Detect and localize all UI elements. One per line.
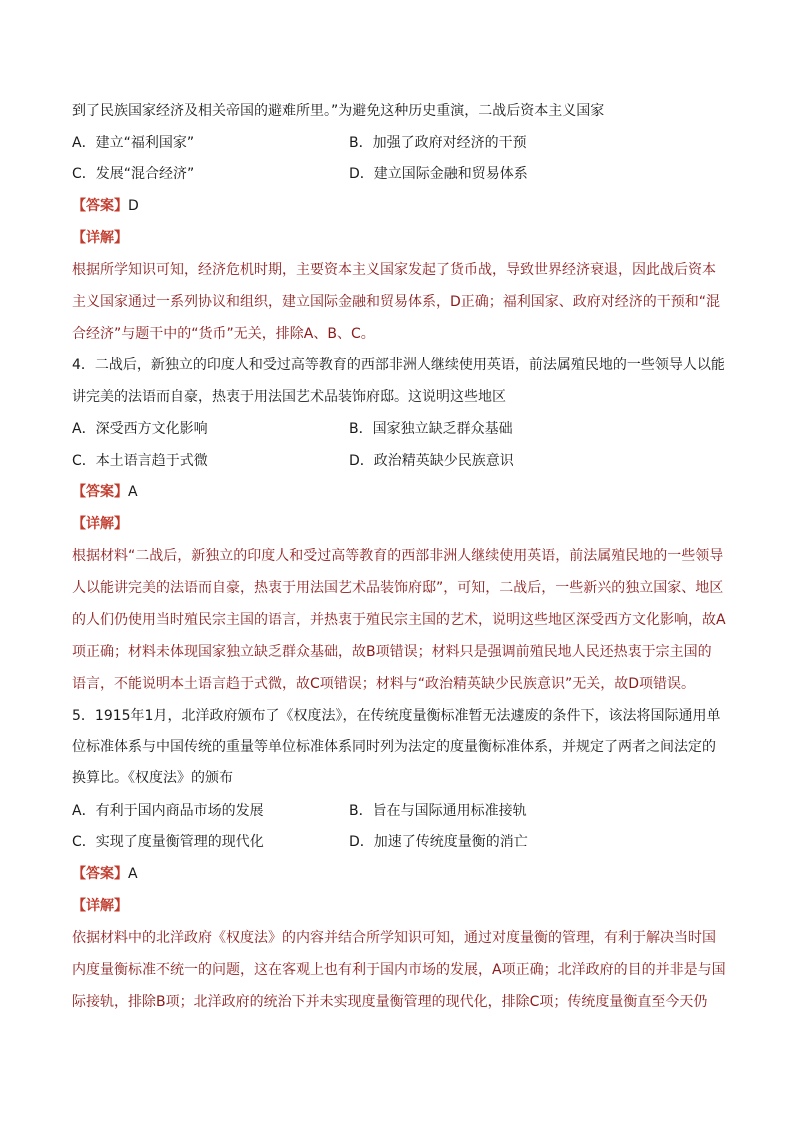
q3-option-d: D．建立国际金融和贸易体系 — [349, 166, 528, 182]
answer-value: D — [128, 198, 139, 214]
q4-detail-line: 语言，不能说明本土语言趋于式微，故C项错误；材料与“政治精英缺少民族意识”无关，故D项错误。 — [72, 676, 696, 692]
answer-label: 【答案】 — [72, 484, 128, 500]
q3-detail-label: 【详解】 — [72, 230, 128, 246]
q5-option-d: D．加速了传统度量衡的消亡 — [349, 834, 528, 850]
q4-detail-line: 的人们仍使用当时殖民宗主国的语言，并热衷于殖民宗主国的艺术，说明这些地区深受西方文化影响，故A — [72, 612, 726, 628]
q3-option-a: A．建立“福利国家” — [72, 135, 195, 151]
q3-detail-line: 合经济”与题干中的“货币”无关，排除A、B、C。 — [72, 326, 375, 342]
q4-stem-line: 4．二战后，新独立的印度人和受过高等教育的西部非洲人继续使用英语，前法属殖民地的一些领导人以能 — [72, 357, 725, 373]
q4-option-a: A．深受西方文化影响 — [72, 421, 208, 437]
answer-label: 【答案】 — [72, 198, 128, 214]
q4-option-c: C．本土语言趋于式微 — [72, 453, 208, 469]
q5-detail-line: 内度量衡标准不统一的问题，这在客观上也有利于国内市场的发展，A项正确；北洋政府的目的并非是与国 — [72, 962, 726, 978]
q3-detail-line: 主义国家通过一系列协议和组织，建立国际金融和贸易体系，D正确；福利国家、政府对经济的干预和“混 — [72, 294, 721, 310]
q3-option-b: B．加强了政府对经济的干预 — [349, 135, 527, 151]
q4-detail-line: 根据材料“二战后，新独立的印度人和受过高等教育的西部非洲人继续使用英语，前法属殖民地的一些领导 — [72, 548, 724, 564]
q4-answer — [72, 482, 138, 502]
q5-detail-label: 【详解】 — [72, 898, 128, 914]
q5-answer — [72, 864, 138, 884]
answer-label: 【答案】 — [72, 866, 128, 882]
answer-value: A — [128, 866, 138, 882]
q5-detail-line: 依据材料中的北洋政府《权度法》的内容并结合所学知识可知，通过对度量衡的管理，有利于解决当时国 — [72, 930, 716, 946]
q5-option-b: B．旨在与国际通用标准接轨 — [349, 803, 527, 819]
q5-stem-line: 5．1915年1月，北洋政府颁布了《权度法》，在传统度量衡标准暂无法遽废的条件下，该法将国际通用单 — [72, 708, 721, 724]
q5-option-c: C．实现了度量衡管理的现代化 — [72, 834, 264, 850]
answer-value: A — [128, 484, 138, 500]
q4-option-b: B．国家独立缺乏群众基础 — [349, 421, 513, 437]
q5-detail-line: 际接轨，排除B项；北洋政府的统治下并未实现度量衡管理的现代化，排除C项；传统度量衡直至今天仍 — [72, 994, 708, 1010]
q4-detail-line: 项正确；材料未体现国家独立缺乏群众基础，故B项错误；材料只是强调前殖民地人民还热衷于宗主国的 — [72, 644, 712, 660]
q3-detail-line: 根据所学知识可知，经济危机时期，主要资本主义国家发起了货币战，导致世界经济衰退，因此战后资本 — [72, 262, 716, 278]
q3-answer — [72, 196, 139, 216]
q3-stem-line: 到了民族国家经济及相关帝国的避难所里。”为避免这种历史重演，二战后资本主义国家 — [72, 103, 605, 119]
q4-detail-label: 【详解】 — [72, 516, 128, 532]
q4-option-d: D．政治精英缺少民族意识 — [349, 453, 514, 469]
q4-stem-line: 讲完美的法语而自豪，热衷于用法国艺术品装饰府邸。这说明这些地区 — [72, 389, 506, 405]
q5-stem-line: 位标准体系与中国传统的重量等单位标准体系同时列为法定的度量衡标准体系，并规定了两者之间法定的 — [72, 739, 716, 755]
q4-detail-line: 人以能讲完美的法语而自豪，热衷于用法国艺术品装饰府邸”，可知，二战后，一些新兴的独立国家、地区 — [72, 580, 724, 596]
q5-option-a: A．有利于国内商品市场的发展 — [72, 803, 264, 819]
q3-option-c: C．发展“混合经济” — [72, 166, 195, 182]
q5-stem-line: 换算比。《权度法》的颁布 — [72, 770, 233, 786]
